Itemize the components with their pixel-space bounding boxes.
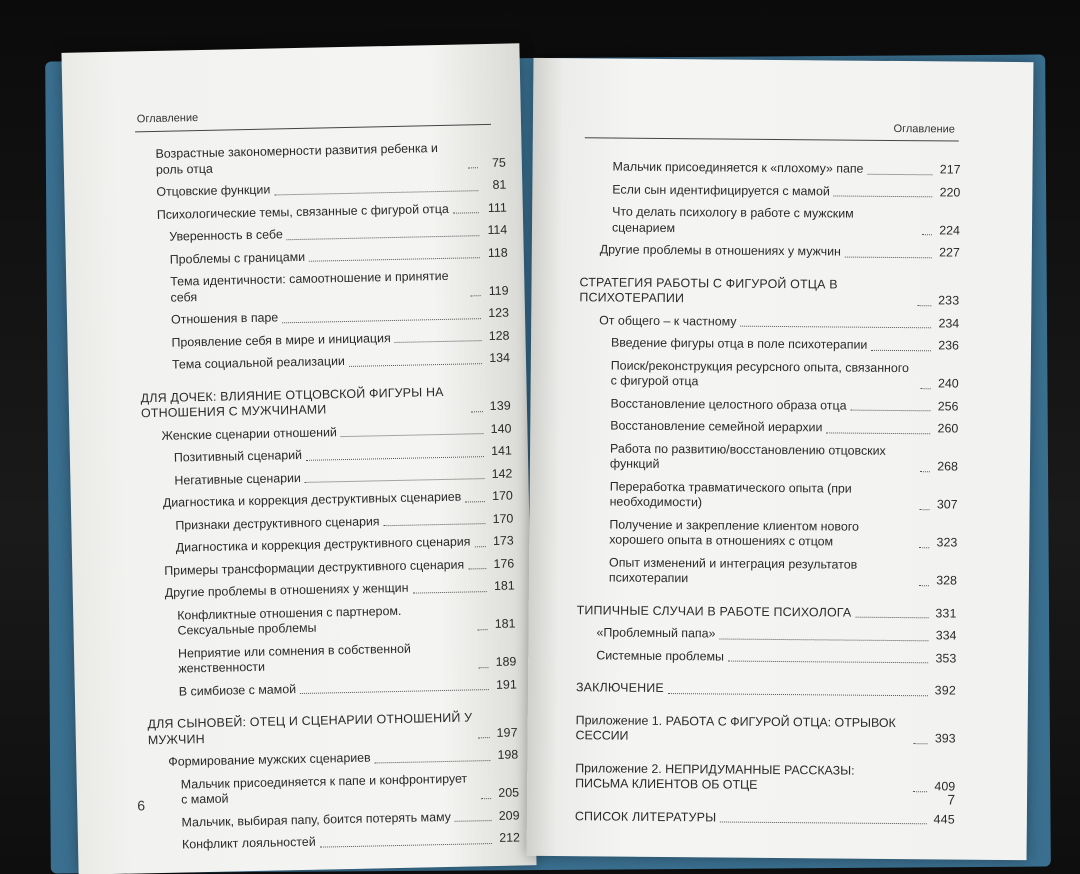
toc-section: ТИПИЧНЫЕ СЛУЧАИ В РАБОТЕ ПСИХОЛОГА 331 xyxy=(576,602,957,621)
toc-entry: Получение и закрепление клиентом нового хорошего опыта в отношениях с отцом 323 xyxy=(609,517,958,550)
toc-entry: Что делать психологу в работе с мужским сценарием 224 xyxy=(611,204,961,238)
toc-entry: От общего – к частному 234 xyxy=(599,312,960,331)
toc-entry: Переработка травматического опыта (при необходимости) 307 xyxy=(609,479,958,512)
toc-entry: Системные проблемы 353 xyxy=(596,647,957,666)
toc-entry: Другие проблемы в отношениях у мужчин 227 xyxy=(599,242,960,260)
toc-entry: Психологические темы, связанные с фигурой отца 111 xyxy=(156,200,507,222)
toc-section: Приложение 2. НЕПРИДУМАННЫЕ РАССКАЗЫ: ПИСЬМА КЛИЕНТОВ ОБ ОТЦЕ 409 xyxy=(575,760,956,794)
toc-entry: Признаки деструктивного сценария 170 xyxy=(175,511,514,533)
toc-entry: Работа по развитию/восстановлению отцовских функций 268 xyxy=(609,441,959,474)
page-number: 7 xyxy=(947,791,956,808)
toc-entry: Тема социальной реализации 134 xyxy=(171,350,511,372)
toc-section: ДЛЯ СЫНОВЕЙ: ОТЕЦ И СЦЕНАРИИ ОТНОШЕНИЙ У МУЖЧИН 197 xyxy=(147,710,518,747)
page-number: 6 xyxy=(137,797,146,814)
toc-entry: В симбиозе с мамой 191 xyxy=(178,676,517,699)
running-head: Оглавление xyxy=(893,122,955,136)
toc-entry: Конфликт лояльностей 212 xyxy=(181,830,521,852)
toc-entry: Мальчик присоединяется к папе и конфронтирует с мамой 205 xyxy=(180,771,520,807)
toc-entry: Опыт изменений и интеграция результатов психотерапии 328 xyxy=(608,555,958,588)
toc-entry: Мальчик присоединяется к «плохому» папе 217 xyxy=(612,159,961,177)
toc-entry: Восстановление семейной иерархии 260 xyxy=(610,418,959,436)
toc-entry: Проблемы с границами 118 xyxy=(169,245,508,267)
right-page xyxy=(527,58,1034,860)
toc-section: СТРАТЕГИЯ РАБОТЫ С ФИГУРОЙ ОТЦА В ПСИХОТЕРАПИИ 233 xyxy=(579,274,960,308)
toc-entry: Позитивный сценарий 141 xyxy=(173,443,513,465)
toc-section: ДЛЯ ДОЧЕК: ВЛИЯНИЕ ОТЦОВСКОЙ ФИГУРЫ НА ОТНОШЕНИЯ С МУЖЧИНАМИ 139 xyxy=(140,384,512,421)
toc-entry: Восстановление целостного образа отца 256 xyxy=(610,396,959,414)
table-of-contents xyxy=(575,159,961,834)
toc-entry: Негативные сценарии 142 xyxy=(174,466,513,488)
toc-entry: Если сын идентифицируется с мамой 220 xyxy=(612,182,961,200)
toc-entry: Женские сценарии отношений 140 xyxy=(161,421,512,443)
toc-entry: Формирование мужских сценариев 198 xyxy=(168,747,519,769)
toc-entry: Отношения в паре 123 xyxy=(170,305,510,327)
toc-entry: «Проблемный папа» 334 xyxy=(596,625,957,643)
toc-entry: Проявление себя в мире и инициация 128 xyxy=(171,328,510,350)
toc-entry: Конфликтные отношения с партнером. Сексуальные проблемы 181 xyxy=(177,603,516,638)
toc-entry: Введение фигуры отца в поле психотерапии 236 xyxy=(610,335,960,353)
header-rule xyxy=(135,124,491,132)
toc-entry: Примеры трансформации деструктивного сценария 176 xyxy=(164,556,515,578)
toc-section: Приложение 1. РАБОТА С ФИГУРОЙ ОТЦА: ОТРЫВОК СЕССИИ 393 xyxy=(575,712,956,746)
left-page xyxy=(61,43,536,874)
toc-section: СПИСОК ЛИТЕРАТУРЫ 445 xyxy=(574,808,955,827)
toc-entry: Тема идентичности: самоотношение и принятие себя 119 xyxy=(170,268,509,305)
toc-entry: Поиск/реконструкция ресурсного опыта, связанного с фигурой отца 240 xyxy=(610,358,959,391)
running-head: Оглавление xyxy=(136,112,199,126)
toc-entry: Возрастные закономерности развития ребенка и роль отца 75 xyxy=(155,141,506,177)
toc-section: ЗАКЛЮЧЕНИЕ 392 xyxy=(575,680,957,698)
toc-entry: Диагностика и коррекция деструктивных сценариев 170 xyxy=(162,488,513,510)
toc-entry: Неприятие или сомнения в собственной женственности 189 xyxy=(177,641,517,676)
table-of-contents xyxy=(135,140,520,861)
header-rule xyxy=(585,137,959,141)
toc-entry: Диагностика и коррекция деструктивного сценария 173 xyxy=(175,533,514,555)
toc-entry: Мальчик, выбирая папу, боится потерять маму 209 xyxy=(181,807,520,830)
toc-entry: Отцовские функции 81 xyxy=(156,177,507,199)
toc-entry: Уверенность в себе 114 xyxy=(169,222,508,244)
toc-entry: Другие проблемы в отношениях у женщин 181 xyxy=(164,578,515,600)
